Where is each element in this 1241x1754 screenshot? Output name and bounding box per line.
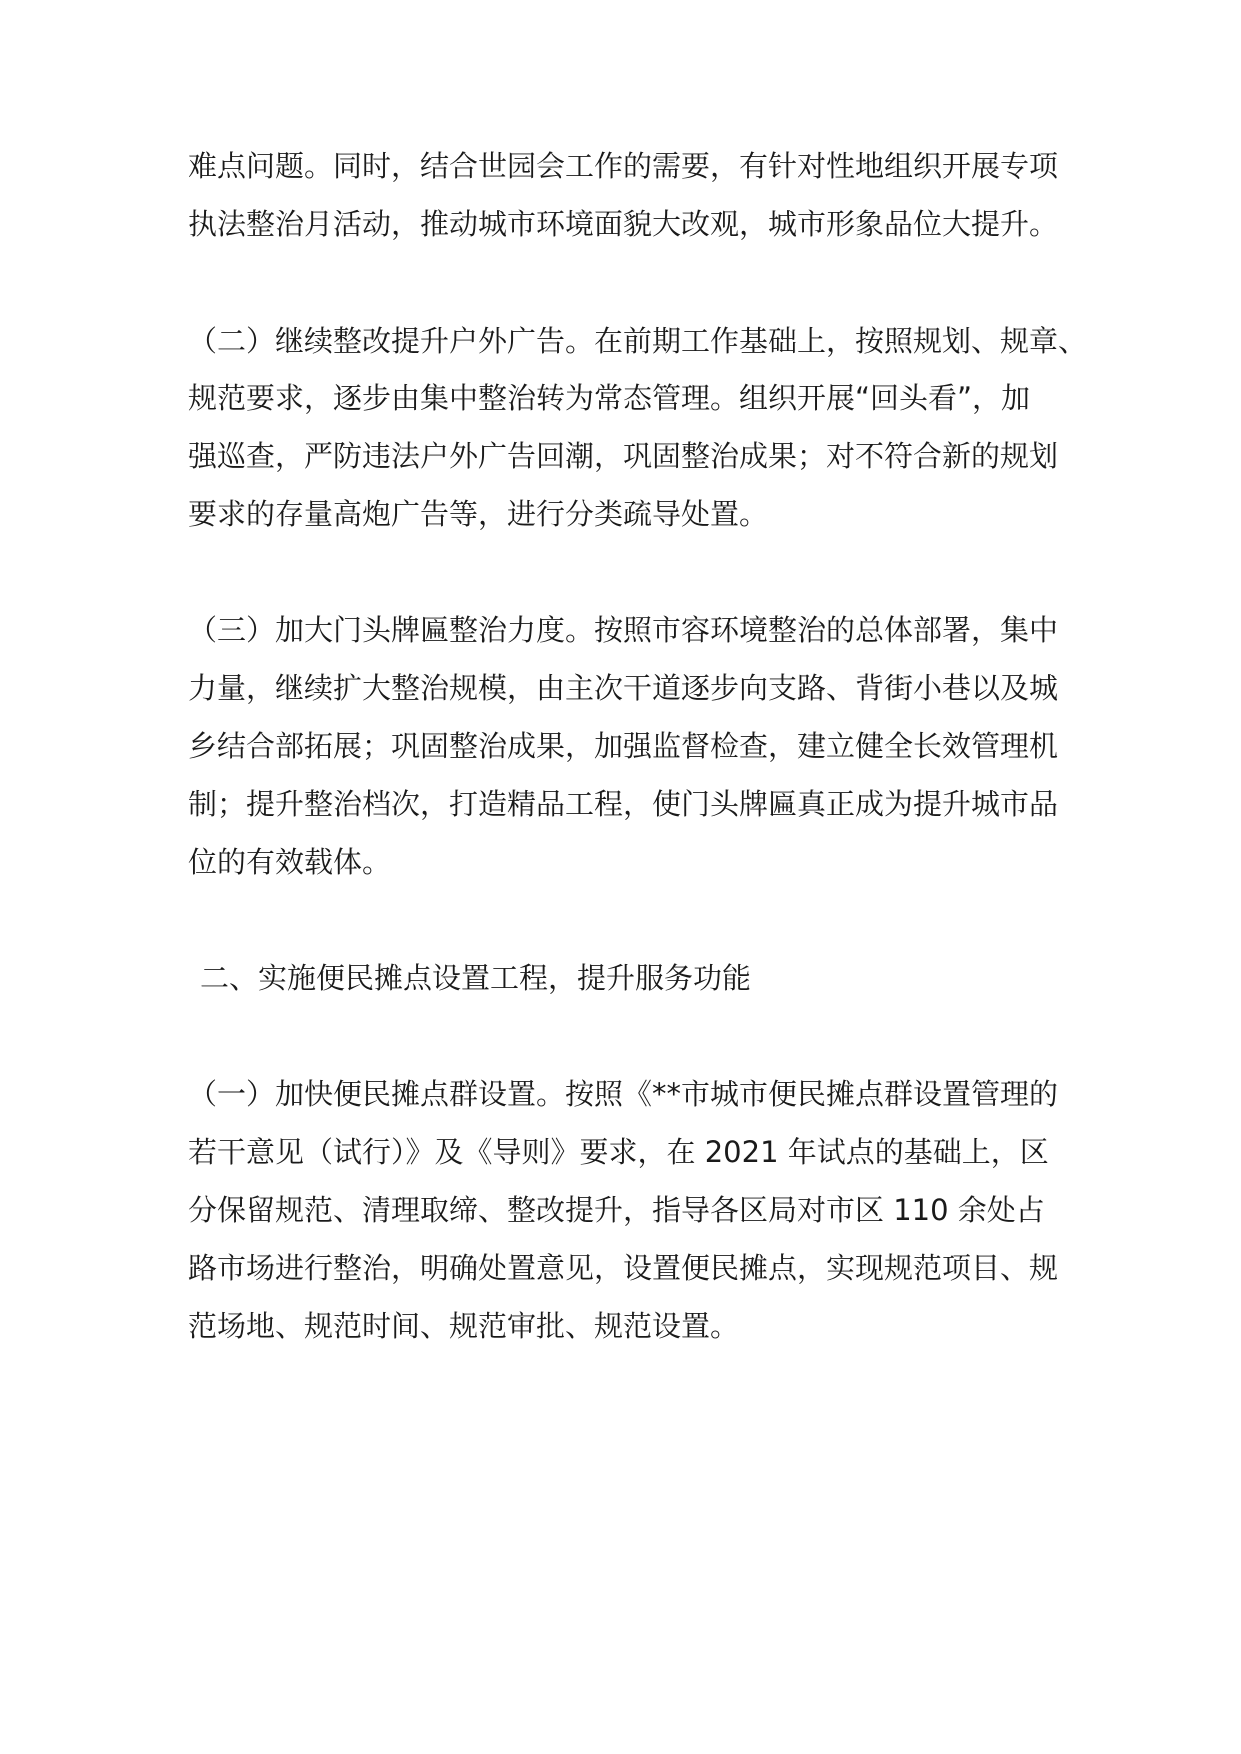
- paragraph-1-line-1: 难点问题。同时，结合世园会工作的需要，有针对性地组织开展专项: [188, 149, 1059, 183]
- paragraph-2-line-1: （二）继续整改提升户外广告。在前期工作基础上，按照规划、规章、: [188, 324, 1088, 358]
- paragraph-4-line-1: （一）加快便民摊点群设置。按照《**市城市便民摊点群设置管理的: [188, 1077, 1059, 1111]
- paragraph-3-line-4: 制；提升整治档次，打造精品工程，使门头牌匾真正成为提升城市品: [188, 787, 1059, 821]
- paragraph-3-line-5: 位的有效载体。: [188, 845, 392, 879]
- paragraph-4-line-2: 若干意见（试行）》及《导则》要求，在 2021 年试点的基础上，区: [188, 1135, 1049, 1169]
- paragraph-3-line-1: （三）加大门头牌匾整治力度。按照市容环境整治的总体部署，集中: [188, 613, 1059, 647]
- paragraph-3-line-3: 乡结合部拓展；巩固整治成果，加强监督检查，建立健全长效管理机: [188, 729, 1059, 763]
- paragraph-4-line-5: 范场地、规范时间、规范审批、规范设置。: [188, 1309, 740, 1343]
- section-heading: 二、实施便民摊点设置工程，提升服务功能: [200, 961, 752, 995]
- paragraph-2-line-4: 要求的存量高炮广告等，进行分类疏导处置。: [188, 497, 769, 531]
- paragraph-4-line-4: 路市场进行整治，明确处置意见，设置便民摊点，实现规范项目、规: [188, 1251, 1059, 1285]
- paragraph-3-line-2: 力量，继续扩大整治规模，由主次干道逐步向支路、背街小巷以及城: [188, 671, 1059, 705]
- paragraph-1-line-2: 执法整治月活动，推动城市环境面貌大改观，城市形象品位大提升。: [188, 207, 1059, 241]
- paragraph-2-line-3: 强巡查，严防违法户外广告回潮，巩固整治成果；对不符合新的规划: [188, 439, 1059, 473]
- paragraph-4-line-3: 分保留规范、清理取缔、整改提升，指导各区局对市区 110 余处占: [188, 1193, 1045, 1227]
- paragraph-2-line-2: 规范要求，逐步由集中整治转为常态管理。组织开展“回头看”，加: [188, 381, 1031, 415]
